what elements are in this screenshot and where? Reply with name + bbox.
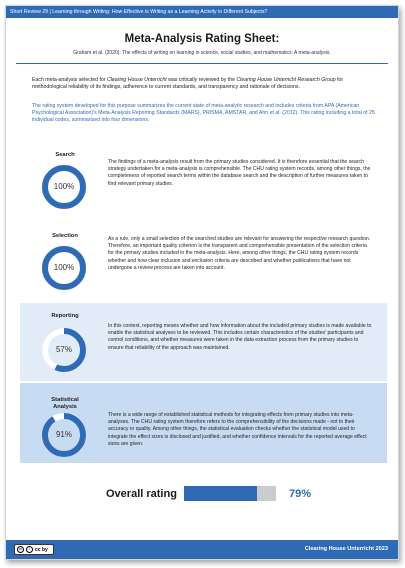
rating-ring [41, 327, 87, 373]
section-label: Search [55, 152, 75, 158]
intro-emphasis: Clearing House Unterricht [106, 77, 167, 83]
section-text: There is a wide range of established statistical methods for integrating effects from primary studies into meta-analyses. The CHU rating system therefore refers to the comprehensibility of the decisions made - not to their accuracy or quality. Among other things, the statistical evaluation checks whether the statistical model used to integrate the effect sizes is disclosed and justified, and whether confidence intervals for the reported average effect sizes are given. [108, 412, 367, 447]
section-selection [20, 225, 387, 296]
rating-ring [41, 245, 87, 291]
intro-text: for methodological reliability of its findings, adherence to current standards, and transparency and rationale of decisions. [32, 77, 344, 90]
sheet-title: Meta-Analysis Rating Sheet: [124, 33, 280, 45]
section-reporting [20, 303, 387, 381]
section-label: Selection [52, 233, 78, 239]
section-text: In this context, reporting means whether and how information about the included primary studies is made available to enable the statistical analyses to be reviewed. This includes certain characteristics of the studies' participants and control conditions, and whether measures were taken in the data extraction process from the primary studies to ensure that reliability of the approach was maintained. [108, 323, 372, 351]
overall-rating-value: 79% [289, 488, 312, 500]
section-statistical-analysis [20, 383, 387, 463]
overall-rating-label: Overall rating [106, 488, 177, 500]
citation: Graham et al. (2020). The effects of writing on learning in science, social studies, and mathematics: A meta-analysis. [73, 50, 331, 56]
divider [16, 63, 388, 64]
rating-ring [41, 164, 87, 210]
intro-text: was critically reviewed by the [166, 77, 237, 83]
section-text: As a rule, only a small selection of the searched studies are relevant for answering the respective research question. Therefore, an important quality criterion is the transparent and comprehensible presentation of the selection criteria for the primary studies included in the meta-analysis. Here, among other things, the CHU rating system records whether and how clear inclusion and exclusion criteria are described and whether publications that have not undergone a review process are taken into account. [108, 236, 371, 271]
cc-license-badge [14, 544, 54, 555]
intro-emphasis: Clearing House Unterricht Research Group [236, 77, 336, 83]
footer-brand: Clearing House Unterricht 2023 [304, 546, 388, 552]
license-text: cc by [35, 546, 48, 553]
attribution-icon: i [26, 546, 33, 553]
overall-rating-bar [184, 486, 276, 501]
rating-value: 100% [53, 263, 75, 272]
intro-text: Each meta-analysis selected for [32, 77, 107, 83]
rating-ring [41, 412, 87, 458]
rating-value: 100% [53, 182, 75, 191]
header-bar: Short Review 29 | Learning through Writing: How Effective is Writing as a Learning Activity in Different Subjects? [6, 6, 398, 18]
section-label: Reporting [51, 313, 79, 319]
section-text: The findings of a meta-analysis result from the primary studies considered. It is therefore essential that the search strategy undertaken for a meta-analysis is comprehensible. The CHU rating system records, among other things, the completeness of reported search terms within the database search and the description of further measures taken to find relevant primary studies. [108, 159, 371, 187]
overall-rating-bar-fill [184, 486, 257, 501]
section-search [20, 144, 387, 220]
rating-value: 91% [55, 430, 72, 439]
rating-value: 57% [55, 345, 72, 354]
rating-sheet-page [5, 5, 399, 560]
intro-paragraph-1 [32, 77, 378, 91]
cc-icon: cc [18, 547, 23, 551]
section-label: Statistical Analysis [51, 397, 79, 410]
footer-bar [6, 540, 398, 559]
intro-paragraph-2: The rating system developed for this purpose summarizes the current state of meta-analytic research and includes criteria from APA (American Psychological Association)'s Meta-Analysis Reporting Standards (MARS), PRISMA, AMSTAR, and Ahn et al. (2012). This rating including a total of 25 individual codes, summarized into four dimensions. [32, 103, 375, 123]
